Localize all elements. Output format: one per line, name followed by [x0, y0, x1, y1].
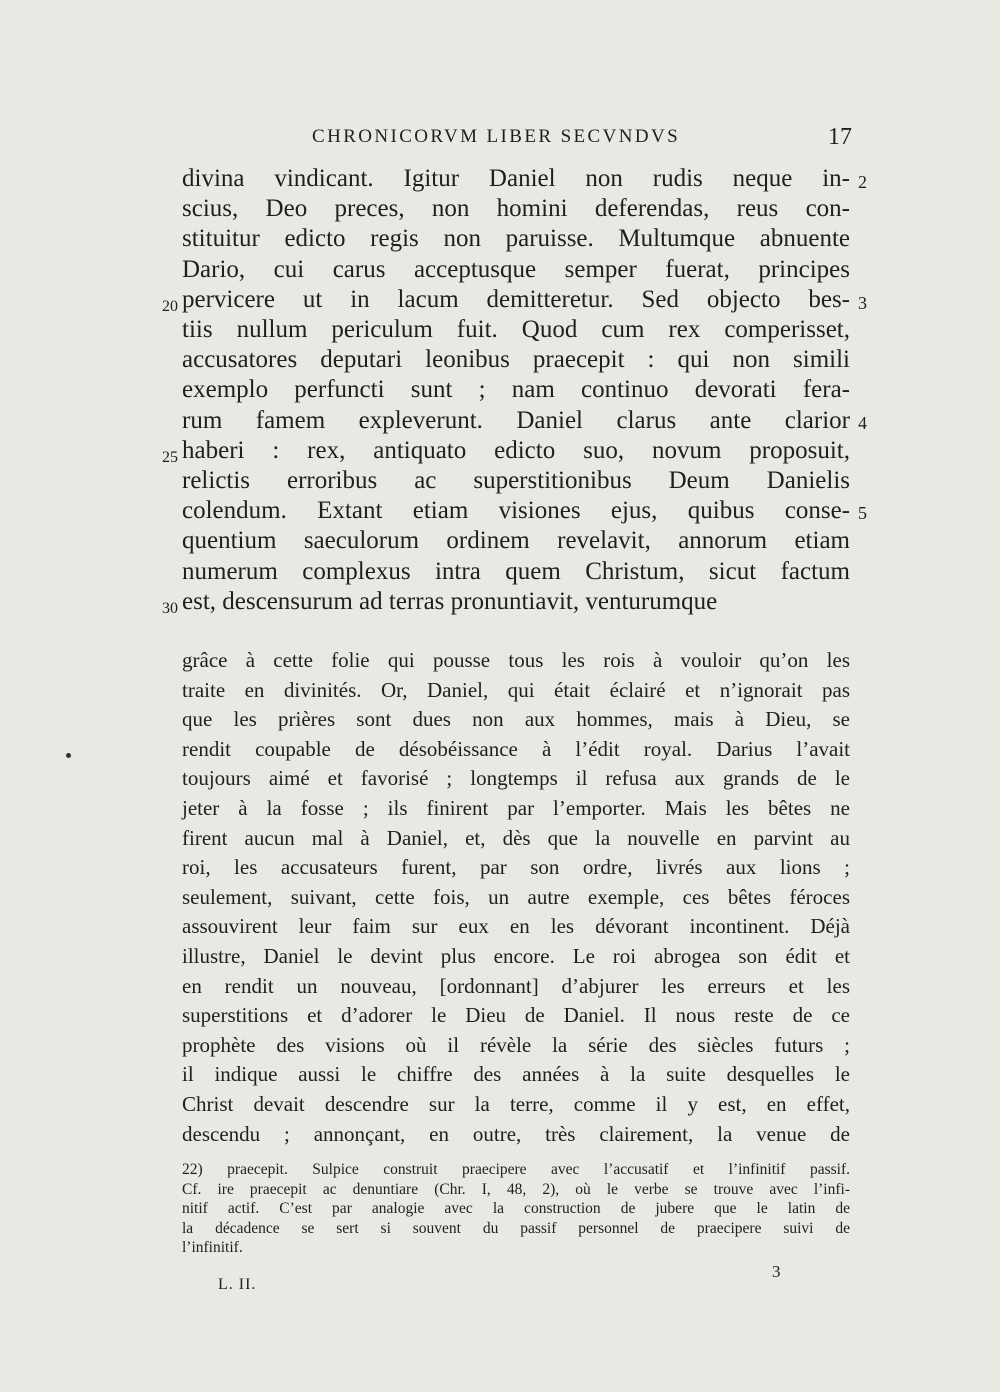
line-number: 25	[162, 449, 178, 466]
french-line: en rendit un nouveau, [ordonnant] d’abjurer les erreurs et les	[182, 973, 850, 998]
latin-line: relictis erroribus ac superstitionibus Deum Danielis	[182, 467, 850, 495]
latin-line: numerum complexus intra quem Christum, sicut factum	[182, 557, 850, 585]
footnote-line: Cf. ire praecepit ac denuntiare (Chr. I, 48, 2), où le verbe se trouve avec l’infi-	[182, 1180, 850, 1198]
latin-line: scius, Deo preces, non homini deferendas, reus con-	[182, 195, 850, 223]
latin-line: divina vindicant. Igitur Daniel non rudis neque in-	[182, 165, 850, 192]
french-line: Christ devait descendre sur la terre, comme il y est, en effet,	[182, 1091, 850, 1116]
margin-number: 5	[858, 503, 867, 523]
sheet-number: 3	[772, 1262, 781, 1281]
signature-mark: L. II.	[218, 1276, 257, 1293]
footnote	[182, 1160, 850, 1258]
french-line: que les prières sont dues non aux hommes, mais à Dieu, se	[182, 707, 850, 732]
latin-line: tiis nullum periculum fuit. Quod cum rex comperisset,	[182, 316, 850, 344]
latin-line: colendum. Extant etiam visiones ejus, quibus conse-	[182, 497, 850, 525]
latin-line: pervicere ut in lacum demitteretur. Sed objecto bes-	[182, 285, 850, 313]
french-line: descendu ; annonçant, en outre, très clairement, la venue de	[182, 1121, 850, 1146]
french-line: roi, les accusateurs furent, par son ordre, livrés aux lions ;	[182, 855, 850, 880]
page-number: 17	[828, 124, 852, 150]
french-line: jeter à la fosse ; ils finirent par l’emporter. Mais les bêtes ne	[182, 795, 850, 820]
french-translation	[182, 646, 850, 1149]
french-line: traite en divinités. Or, Daniel, qui était éclairé et n’ignorait pas	[182, 677, 850, 702]
line-number: 20	[162, 298, 178, 315]
french-line: il indique aussi le chiffre des années à la suite desquelles le	[182, 1062, 850, 1087]
french-line: assouvirent leur faim sur eux en les dévorant incontinent. Déjà	[182, 914, 850, 939]
french-line: rendit coupable de désobéissance à l’édit royal. Darius l’avait	[182, 736, 850, 761]
margin-number: 3	[858, 293, 867, 313]
footnote-line: la décadence se sert si souvent du passif personnel de praecipere suivi de	[182, 1219, 850, 1237]
latin-line: haberi : rex, antiquato edicto suo, novum proposuit,	[182, 436, 850, 464]
latin-text	[182, 164, 850, 617]
footnote-line: 22) praecepit. Sulpice construit praecipere avec l’accusatif et l’infinitif passif.	[182, 1161, 850, 1178]
french-line: grâce à cette folie qui pousse tous les rois à vouloir qu’on les	[182, 648, 850, 672]
french-line: illustre, Daniel le devint plus encore. Le roi abrogea son édit et	[182, 943, 850, 968]
latin-line: stituitur edicto regis non paruisse. Multumque abnuente	[182, 225, 850, 253]
ink-dot	[66, 753, 71, 758]
french-line: toujours aimé et favorisé ; longtemps il refusa aux grands de le	[182, 766, 850, 791]
footnote-line: l’infinitif.	[182, 1239, 243, 1256]
latin-line: Dario, cui carus acceptusque semper fuerat, principes	[182, 255, 850, 283]
latin-line: exemplo perfuncti sunt ; nam continuo devorati fera-	[182, 376, 850, 404]
french-line: prophète des visions où il révèle la série des siècles futurs ;	[182, 1032, 850, 1057]
latin-line: accusatores deputari leonibus praecepit : qui non simili	[182, 346, 850, 374]
french-line: superstitions et d’adorer le Dieu de Daniel. Il nous reste de ce	[182, 1003, 850, 1028]
french-line: firent aucun mal à Daniel, et, dès que la nouvelle en parvint au	[182, 825, 850, 850]
running-title: CHRONICORVM LIBER SECVNDVS	[312, 126, 681, 147]
margin-number: 2	[858, 172, 867, 192]
footnote-line: nitif actif. C’est par analogie avec la construction de jubere que le latin de	[182, 1200, 850, 1217]
latin-line: rum famem expleverunt. Daniel clarus ante clarior	[182, 406, 850, 434]
line-number: 30	[162, 600, 178, 617]
margin-number: 4	[858, 413, 867, 433]
latin-line: est, descensurum ad terras pronuntiavit, venturumque	[182, 587, 718, 615]
french-line: seulement, suivant, cette fois, un autre exemple, ces bêtes féroces	[182, 884, 850, 909]
latin-line: quentium saeculorum ordinem revelavit, annorum etiam	[182, 527, 850, 555]
